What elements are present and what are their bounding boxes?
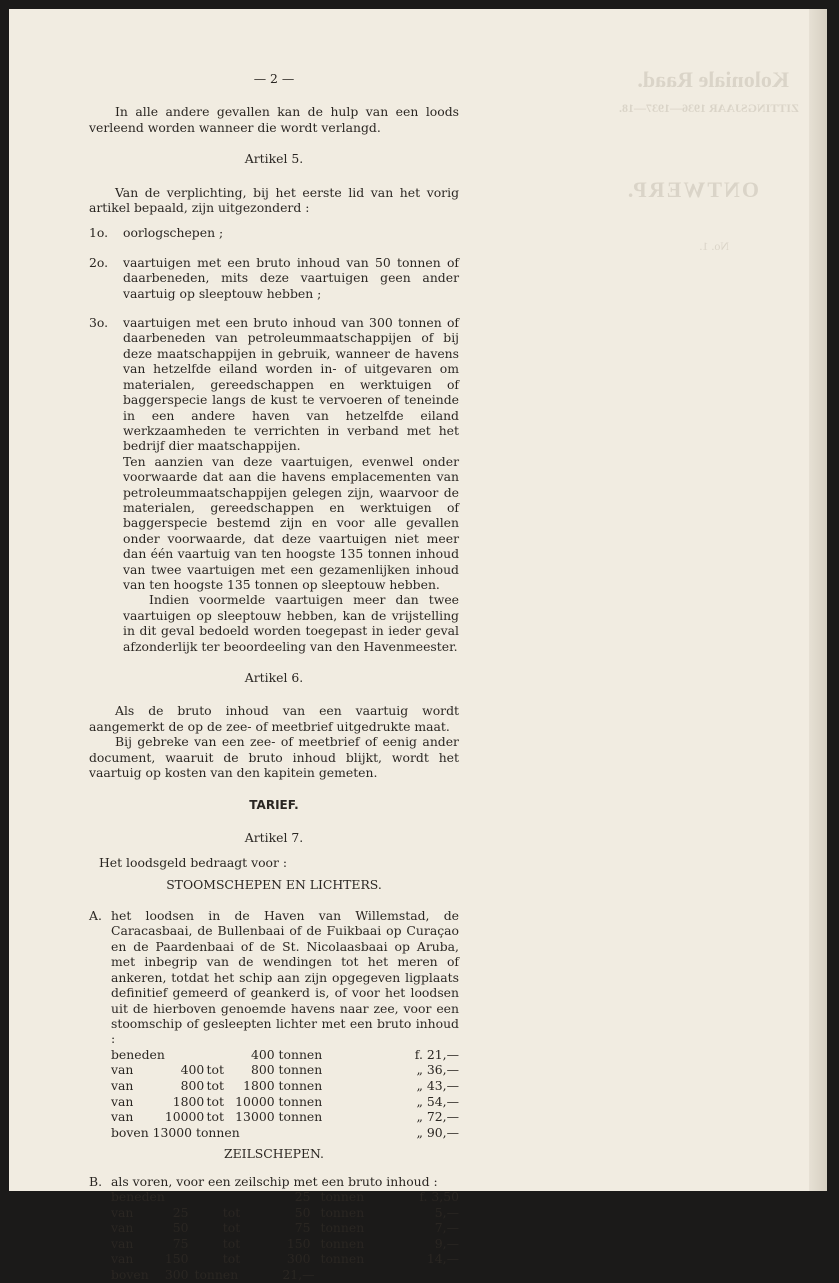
rate-prefix: beneden bbox=[111, 1189, 165, 1205]
rate-prefix: van bbox=[111, 1220, 134, 1236]
rate-separator: tot bbox=[206, 1077, 224, 1093]
rate-from bbox=[165, 1189, 189, 1205]
document-body bbox=[89, 71, 459, 1283]
list-item-number: 2o. bbox=[89, 254, 109, 270]
article-7-lead: Het loodsgeld bedraagt voor : bbox=[99, 855, 288, 871]
rate-price bbox=[400, 1251, 459, 1267]
rate-currency: „ bbox=[416, 1109, 423, 1125]
steam-rate-table bbox=[111, 1047, 459, 1141]
rate-unit: tonnen bbox=[194, 1267, 239, 1283]
table-row bbox=[111, 1109, 459, 1125]
rate-price bbox=[326, 1047, 459, 1063]
article-6-paragraph: Als de bruto inhoud van een vaartuig wordt aangemerkt de op de zee- of meetbrief uitgedrukte maat. bbox=[89, 703, 459, 734]
rate-to: 1800 tonnen bbox=[243, 1077, 323, 1093]
rate-amount: 72,— bbox=[426, 1109, 459, 1125]
rate-from: 300 bbox=[164, 1267, 189, 1283]
list-item-text: als voren, voor een zeilschip met een bruto inhoud : bbox=[111, 1173, 438, 1189]
rate-currency: f. bbox=[414, 1046, 423, 1062]
table-row bbox=[111, 1094, 459, 1110]
table-row bbox=[111, 1125, 459, 1141]
rate-prefix: van bbox=[111, 1093, 134, 1109]
rate-separator: tot bbox=[206, 1062, 224, 1078]
rate-amount: 14,— bbox=[426, 1251, 459, 1267]
list-item-text: vaartuigen met een bruto inhoud van 50 tonnen of daarbeneden, mits deze vaartuigen geen ander vaartuig op sleeptouw hebben ; bbox=[123, 254, 459, 301]
rate-prefix: van bbox=[111, 1204, 134, 1220]
rate-price bbox=[326, 1109, 459, 1125]
rate-amount: 7,— bbox=[434, 1220, 459, 1236]
list-item bbox=[89, 908, 459, 1047]
rate-price bbox=[326, 1062, 459, 1078]
article-6-heading: Artikel 6. bbox=[244, 670, 304, 685]
scanned-page bbox=[9, 9, 827, 1283]
table-row bbox=[111, 1220, 459, 1236]
rate-currency: „ bbox=[416, 1062, 423, 1078]
rate-separator: tot bbox=[222, 1235, 241, 1251]
rate-amount: 21,— bbox=[282, 1267, 315, 1283]
table-row bbox=[111, 1236, 459, 1252]
rate-to: 400 tonnen bbox=[250, 1046, 323, 1062]
rate-separator: tot bbox=[206, 1109, 224, 1125]
article-5-lead: Van de verplichting, bij het eerste lid van het vorig artikel bepaald, zijn uitgezonderd : bbox=[89, 184, 459, 216]
list-item-label: A. bbox=[89, 908, 102, 924]
rate-price bbox=[400, 1189, 459, 1205]
table-row bbox=[111, 1078, 459, 1094]
rate-price bbox=[400, 1205, 459, 1221]
rate-prefix: van bbox=[111, 1062, 134, 1078]
article-7-heading: Artikel 7. bbox=[244, 829, 304, 845]
list-item-number: 1o. bbox=[89, 225, 109, 241]
item-b bbox=[89, 1174, 459, 1283]
rate-unit: tonnen bbox=[320, 1189, 365, 1205]
page-gutter bbox=[809, 9, 827, 1191]
rate-amount: 21,— bbox=[426, 1046, 459, 1062]
rate-price bbox=[326, 1094, 459, 1110]
rate-amount: 9,— bbox=[434, 1235, 459, 1251]
intro-paragraph: In alle andere gevallen kan de hulp van een loods verleend worden wanneer die wordt verlangd. bbox=[89, 104, 459, 135]
rate-range: boven 13000 tonnen bbox=[111, 1124, 240, 1140]
rate-price bbox=[400, 1220, 459, 1236]
rate-currency: „ bbox=[416, 1124, 423, 1140]
rate-prefix: boven bbox=[111, 1267, 149, 1283]
rate-price bbox=[400, 1236, 459, 1252]
rate-separator: tot bbox=[222, 1220, 241, 1236]
steam-heading: STOOMSCHEPEN EN LICHTERS. bbox=[166, 876, 382, 892]
rate-unit: tonnen bbox=[320, 1204, 365, 1220]
article-5-heading: Artikel 5. bbox=[244, 151, 304, 167]
rate-from: 400 bbox=[180, 1062, 205, 1078]
rate-from: 25 bbox=[172, 1204, 189, 1220]
rate-from: 10000 bbox=[164, 1109, 205, 1125]
list-item-text: vaartuigen met een bruto inhoud van 300 tonnen of daarbeneden van petroleummaatschappijen of bij deze maatschappijen in gebruik, wanneer de havens van hetzelfde eiland worden in- of uitgevaren om materialen, gereedschappen en werktuigen of baggerspecie langs de kust te vervoeren of teneinde in een andere haven van hetzelfde eiland werkzaamheden te verrichten in verband met het bedrijf dier maatschappijen. bbox=[123, 315, 459, 454]
rate-amount: 5,— bbox=[434, 1204, 459, 1220]
rate-from bbox=[165, 1047, 204, 1063]
rate-from: 1800 bbox=[172, 1093, 205, 1109]
rate-price bbox=[274, 1267, 314, 1283]
rate-prefix: van bbox=[111, 1235, 134, 1251]
table-row bbox=[111, 1251, 459, 1267]
rate-to: 13000 tonnen bbox=[235, 1109, 323, 1125]
list-item-text: het loodsen in de Haven van Willemstad, de Caracasbaai, de Bullenbaai of de Fuikbaai op Curaçao en de Paardenbaai of de St. Nicolaasbaai op Aruba, met inbegrip van de wendingen tot het meren of ankeren, totdat het schip aan zijn opgegeven ligplaats definitief gemeerd of geankerd is, of voor het loodsen uit de hierboven genoemde havens naar zee, voor een stoomschip of gesleepten lichter met een bruto inhoud : bbox=[111, 908, 459, 1047]
rate-amount: 36,— bbox=[426, 1062, 459, 1078]
rate-to: 75 bbox=[294, 1220, 311, 1236]
list-item bbox=[89, 254, 459, 301]
rate-to: 150 bbox=[286, 1235, 311, 1251]
exemption-list bbox=[89, 225, 459, 654]
rate-to: 300 bbox=[286, 1251, 311, 1267]
rate-currency: f. bbox=[419, 1189, 428, 1205]
rate-from: 150 bbox=[164, 1251, 189, 1267]
item-a bbox=[89, 908, 459, 1140]
bleed-through-line: ONTWERP. bbox=[625, 177, 759, 202]
bleed-through-line: Koloniale Raad. bbox=[637, 67, 789, 92]
rate-unit: tonnen bbox=[320, 1220, 365, 1236]
rate-separator bbox=[188, 1189, 274, 1205]
tarief-heading: TARIEF. bbox=[249, 798, 299, 813]
sail-heading: ZEILSCHEPEN. bbox=[224, 1146, 324, 1162]
rate-from: 800 bbox=[180, 1077, 205, 1093]
rate-prefix: van bbox=[111, 1077, 134, 1093]
rate-amount: 54,— bbox=[426, 1093, 459, 1109]
rate-prefix: beneden bbox=[111, 1046, 165, 1062]
rate-price bbox=[326, 1125, 459, 1141]
rate-amount: 90,— bbox=[426, 1124, 459, 1140]
sail-rate-table bbox=[111, 1189, 459, 1283]
bleed-through-line: No. 1. bbox=[699, 239, 729, 253]
bleed-through-text bbox=[509, 59, 809, 659]
rate-to: 800 tonnen bbox=[250, 1062, 323, 1078]
article-5-paragraph: Ten aanzien van deze vaartuigen, evenwel onder voorwaarde dat aan die havens emplacementen van petroleummaatschappijen gelegen zijn, waarvoor de materialen, gereedschappen en werktuigen of baggerspecie bestemd zijn en voor alle gevallen onder voorwaarde, dat deze vaartuigen niet meer dan één vaartuig van ten hoogste 135 tonnen inhoud van twee vaartuigen met een gezamenlijken inhoud van ten hoogste 135 tonnen op sleeptouw hebben. bbox=[123, 453, 459, 592]
rate-to: 50 bbox=[294, 1204, 311, 1220]
list-item bbox=[89, 315, 459, 454]
rate-separator: tot bbox=[206, 1093, 224, 1109]
list-item bbox=[89, 1173, 459, 1189]
rate-amount: 43,— bbox=[426, 1077, 459, 1093]
list-item bbox=[89, 225, 459, 241]
rate-separator: tot bbox=[222, 1251, 241, 1267]
table-row bbox=[111, 1189, 459, 1205]
article-5-paragraph: Indien voormelde vaartuigen meer dan twee vaartuigen op sleeptouw hebben, kan de vrijstelling in dit geval bedoeld worden toegepast in ieder geval afzonderlijk ter beoordeeling van den Havenmeester. bbox=[123, 592, 459, 654]
rate-currency: „ bbox=[416, 1077, 423, 1093]
rate-unit: tonnen bbox=[320, 1235, 365, 1251]
table-row bbox=[111, 1205, 459, 1221]
rate-price bbox=[326, 1078, 459, 1094]
rate-separator: tot bbox=[222, 1204, 241, 1220]
rate-separator bbox=[204, 1047, 226, 1063]
rate-from: 75 bbox=[172, 1235, 189, 1251]
rate-amount: 3,50 bbox=[431, 1189, 459, 1205]
table-row bbox=[111, 1267, 459, 1283]
list-item-text: oorlogschepen ; bbox=[123, 225, 224, 241]
rate-unit: tonnen bbox=[320, 1251, 365, 1267]
rate-prefix: van bbox=[111, 1251, 134, 1267]
rate-to: 25 bbox=[294, 1189, 311, 1205]
table-row bbox=[111, 1062, 459, 1078]
rate-from: 50 bbox=[172, 1220, 189, 1236]
table-row bbox=[111, 1047, 459, 1063]
rate-currency: „ bbox=[416, 1093, 423, 1109]
list-item-number: 3o. bbox=[89, 315, 109, 331]
rate-to: 10000 tonnen bbox=[235, 1093, 323, 1109]
bleed-through-line: ZITTINGSJAAR 1936—1937—18. bbox=[618, 101, 799, 115]
list-item-label: B. bbox=[89, 1173, 103, 1189]
rate-prefix: van bbox=[111, 1109, 134, 1125]
page-number: — 2 — bbox=[253, 71, 295, 86]
article-6-paragraph: Bij gebreke van een zee- of meetbrief of eenig ander document, waaruit de bruto inhoud blijkt, wordt het vaartuig op kosten van den kapitein gemeten. bbox=[89, 734, 459, 781]
